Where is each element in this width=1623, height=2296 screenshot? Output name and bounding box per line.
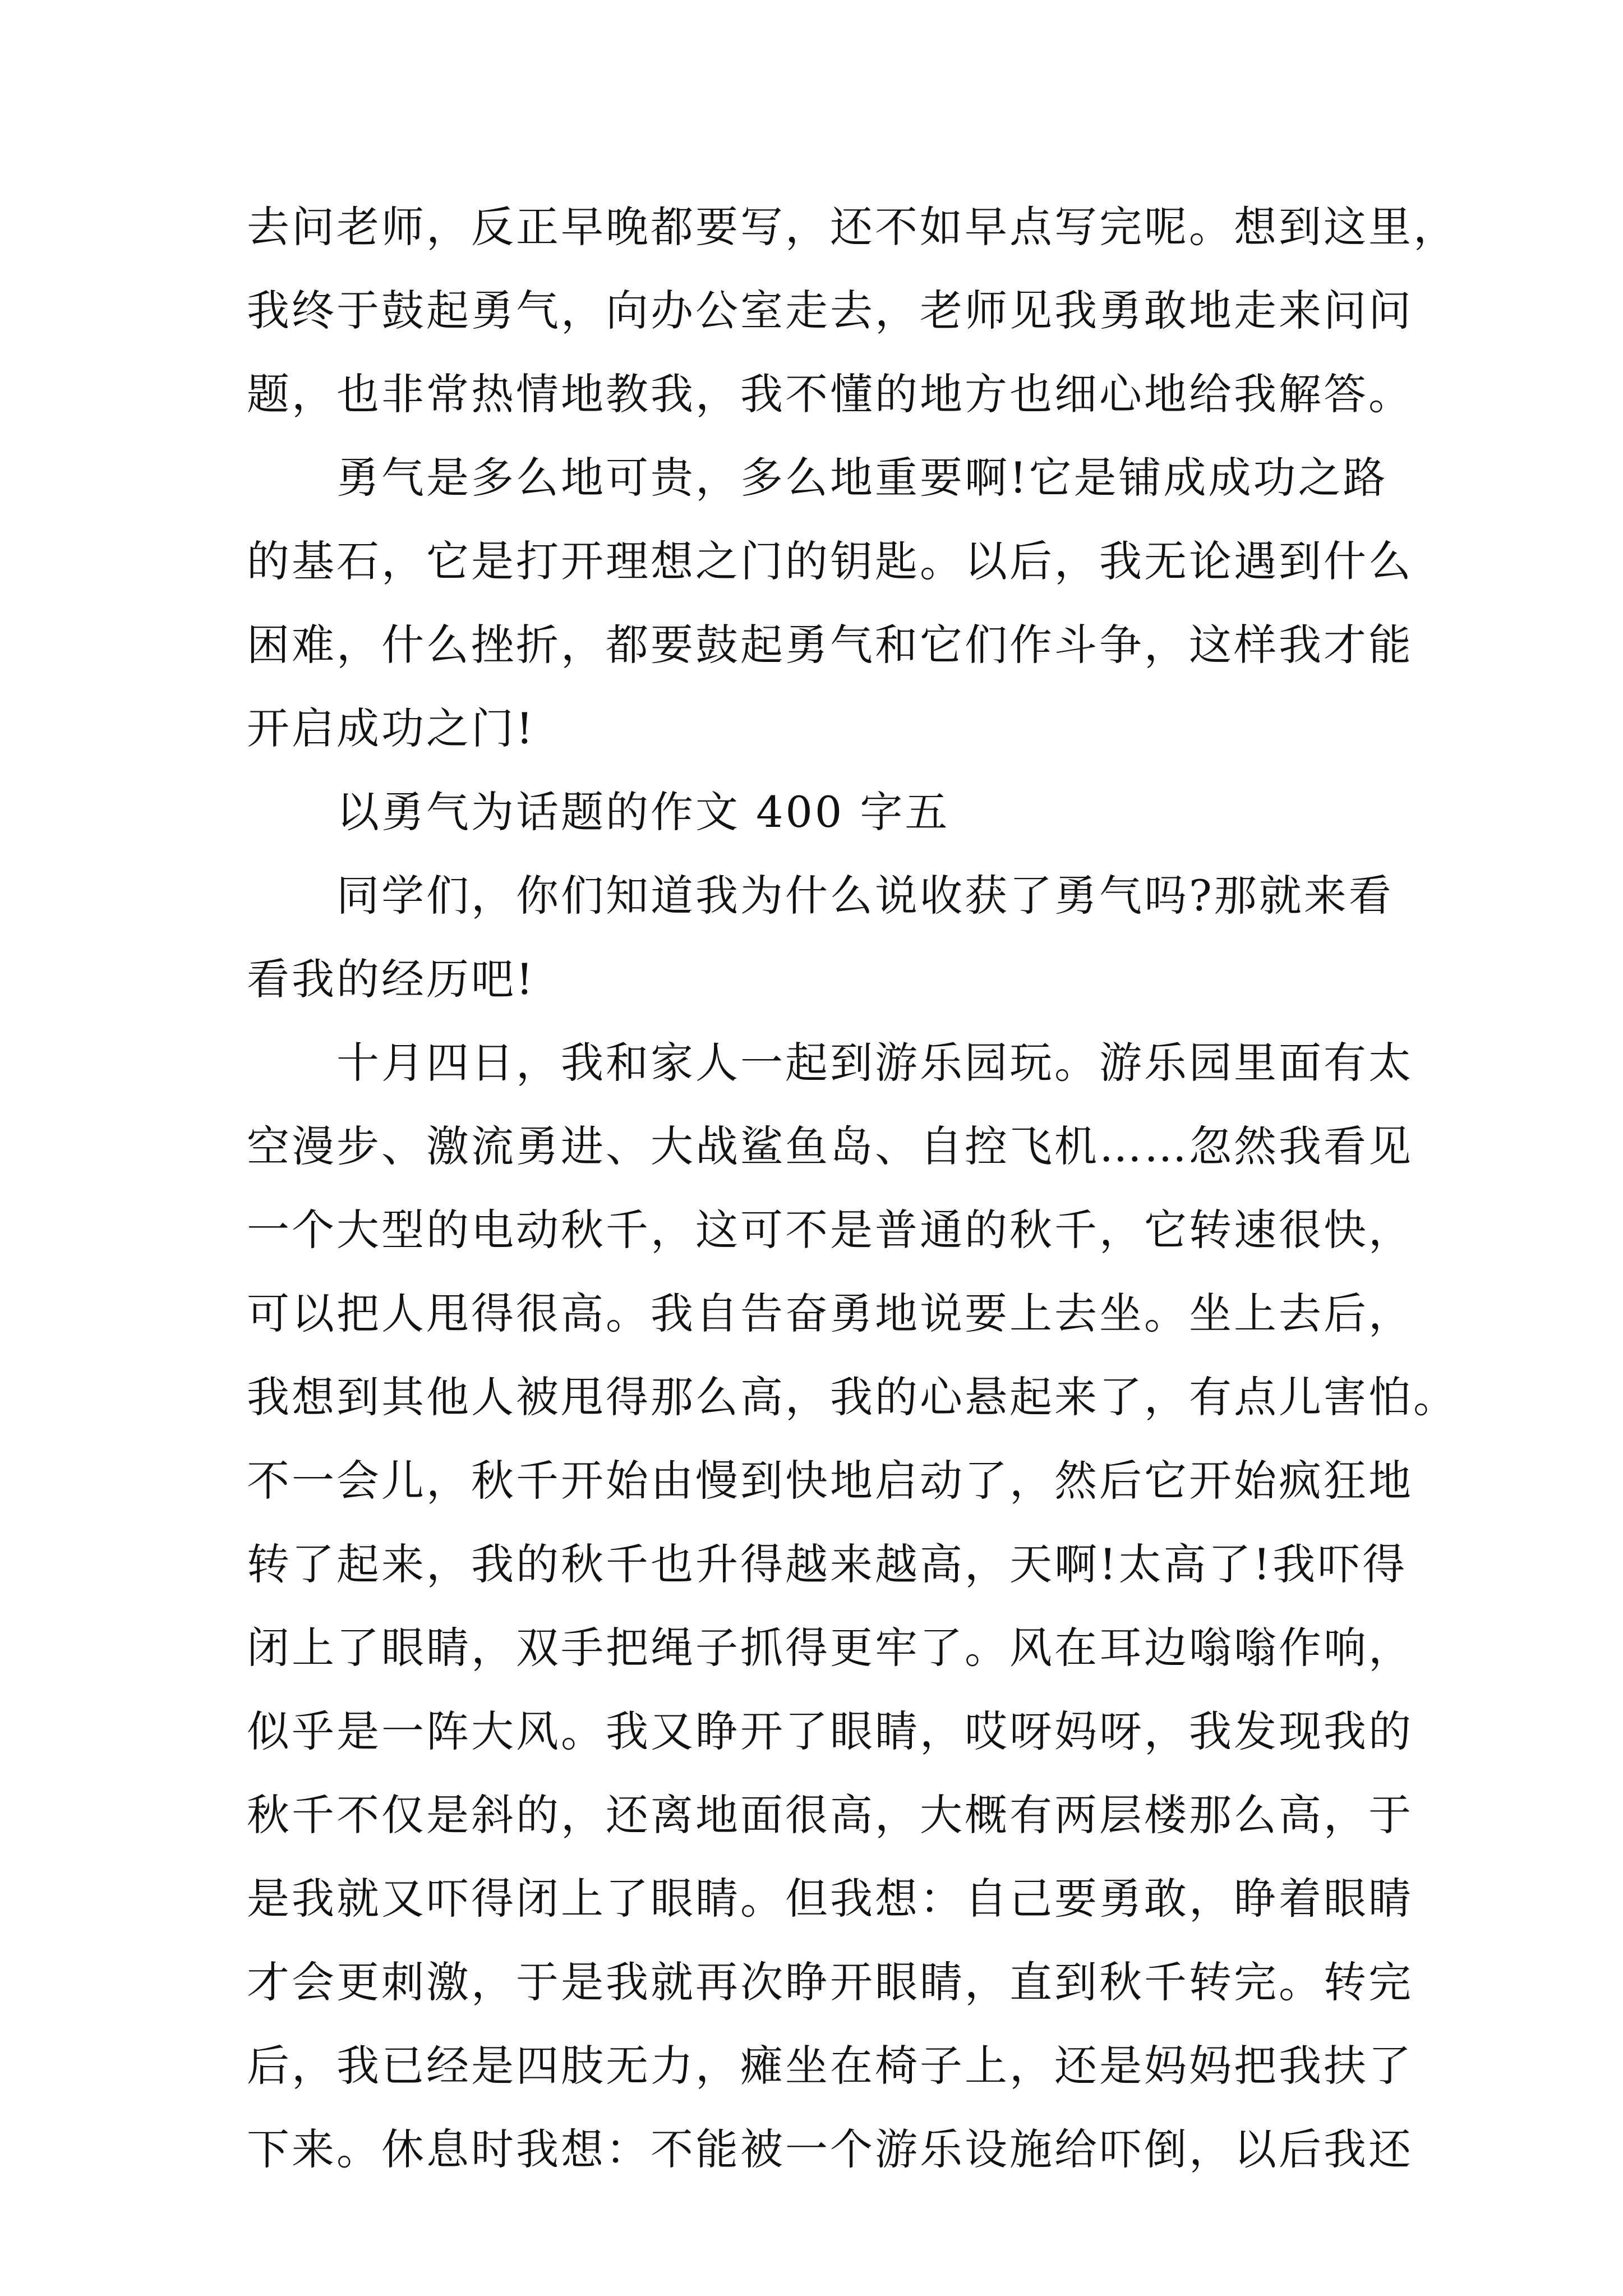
text-line-9: 同学们，你们知道我为什么说收获了勇气吗?那就来看 xyxy=(336,871,1394,921)
text-line-23: 后，我已经是四肢无力，瘫坐在椅子上，还是妈妈把我扶了 xyxy=(247,2041,1413,2091)
text-line-15: 我想到其他人被甩得那么高，我的心悬起来了，有点儿害怕。 xyxy=(247,1372,1458,1422)
text-line-14: 可以把人甩得很高。我自告奋勇地说要上去坐。坐上去后， xyxy=(247,1289,1413,1338)
text-line-17: 转了起来，我的秋千也升得越来越高，天啊!太高了!我吓得 xyxy=(247,1539,1408,1589)
text-line-21: 是我就又吓得闭上了眼睛。但我想：自己要勇敢，睁着眼睛 xyxy=(247,1874,1413,1924)
section-heading: 以勇气为话题的作文 400 字五 xyxy=(336,787,950,837)
text-line-12: 空漫步、激流勇进、大战鲨鱼岛、自控飞机……忽然我看见 xyxy=(247,1121,1413,1171)
text-line-16: 不一会儿，秋千开始由慢到快地启动了，然后它开始疯狂地 xyxy=(247,1456,1413,1506)
text-line-4: 勇气是多么地可贵，多么地重要啊!它是铺成成功之路 xyxy=(336,453,1388,503)
text-line-11: 十月四日，我和家人一起到游乐园玩。游乐园里面有太 xyxy=(336,1038,1413,1088)
text-line-19: 似乎是一阵大风。我又睁开了眼睛，哎呀妈呀，我发现我的 xyxy=(247,1706,1413,1756)
text-line-7: 开启成功之门! xyxy=(247,703,536,753)
text-line-13: 一个大型的电动秋千，这可不是普通的秋千，它转速很快， xyxy=(247,1205,1413,1255)
text-line-24: 下来。休息时我想：不能被一个游乐设施给吓倒，以后我还 xyxy=(247,2124,1413,2174)
text-line-20: 秋千不仅是斜的，还离地面很高，大概有两层楼那么高，于 xyxy=(247,1790,1413,1840)
text-line-18: 闭上了眼睛，双手把绳子抓得更牢了。风在耳边嗡嗡作响， xyxy=(247,1623,1413,1673)
text-line-10: 看我的经历吧! xyxy=(247,954,536,1004)
text-line-6: 困难，什么挫折，都要鼓起勇气和它们作斗争，这样我才能 xyxy=(247,620,1413,670)
text-line-1: 去问老师，反正早晚都要写，还不如早点写完呢。想到这里， xyxy=(247,202,1458,252)
text-line-5: 的基石，它是打开理想之门的钥匙。以后，我无论遇到什么 xyxy=(247,536,1413,586)
text-line-2: 我终于鼓起勇气，向办公室走去，老师见我勇敢地走来问问 xyxy=(247,286,1413,335)
text-line-22: 才会更刺激，于是我就再次睁开眼睛，直到秋千转完。转完 xyxy=(247,1957,1413,2007)
text-line-3: 题，也非常热情地教我，我不懂的地方也细心地给我解答。 xyxy=(247,369,1413,419)
